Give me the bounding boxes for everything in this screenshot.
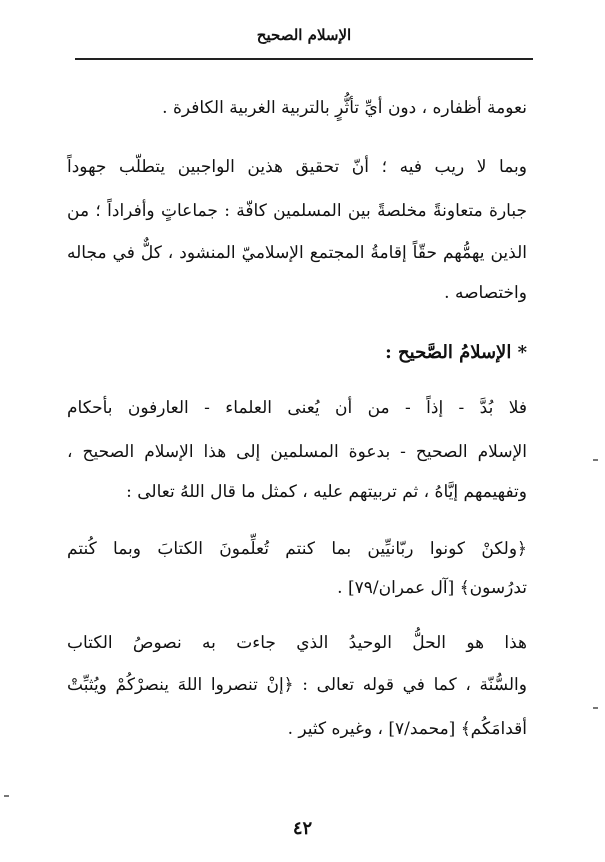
- quran-verse-line: تدرُسون﴾ [آل عمران/٧٩] .: [337, 578, 527, 598]
- margin-tick: [593, 459, 598, 461]
- running-header: الإسلام الصحيح: [256, 26, 352, 44]
- margin-tick: [593, 707, 598, 709]
- quran-verse-line: ﴿ولكنْ كونوا ربّانيِّين بما كنتم تُعلِّمونَ الكتابَ وبما كُنتم: [67, 539, 527, 559]
- paragraph-line: هذا هو الحلُّ الوحيدُ الذي جاءت به نصوصُ الكتاب: [67, 633, 527, 653]
- margin-tick: [4, 795, 9, 797]
- paragraph-line: واختصاصه .: [444, 283, 527, 303]
- paragraph-line: الإسلام الصحيح - بدعوة المسلمين إلى هذا الإسلام الصحيح ،: [67, 442, 527, 462]
- paragraph-line: جبارة متعاونةً مخلصةً بين المسلمين كافّة : جماعاتٍ وأفراداً ؛ من: [67, 201, 527, 221]
- paragraph-line: أقدامَكُم﴾ [محمد/٧] ، وغيره كثير .: [287, 719, 527, 739]
- page-number: ٤٢: [292, 818, 313, 839]
- paragraph-line: والسُّنّة ، كما في قوله تعالى : ﴿إنْ تنصروا اللهَ ينصرْكُمْ ويُثبِّتْ: [67, 675, 527, 695]
- section-heading: * الإسلامُ الصَّحيح :: [385, 342, 527, 363]
- paragraph-line: الذين يهمُّهم حقّاً إقامةُ المجتمع الإسلاميّ المنشود ، كلٌّ في مجاله: [67, 243, 527, 263]
- paragraph-line: فلا بُدَّ - إذاً - من أن يُعنى العلماء - العارفون بأحكام: [67, 398, 527, 418]
- paragraph-line: نعومة أظفاره ، دون أيِّ تأثُّرٍ بالتربية الغربية الكافرة .: [162, 98, 527, 118]
- paragraph-line: وبما لا ريب فيه ؛ أنّ تحقيق هذين الواجبين يتطلّب جهوداً: [67, 157, 527, 177]
- header-rule: [75, 58, 533, 60]
- paragraph-line: وتفهيمهم إيَّاهُ ، ثم تربيتهم عليه ، كمثل ما قال اللهُ تعالى :: [126, 482, 527, 502]
